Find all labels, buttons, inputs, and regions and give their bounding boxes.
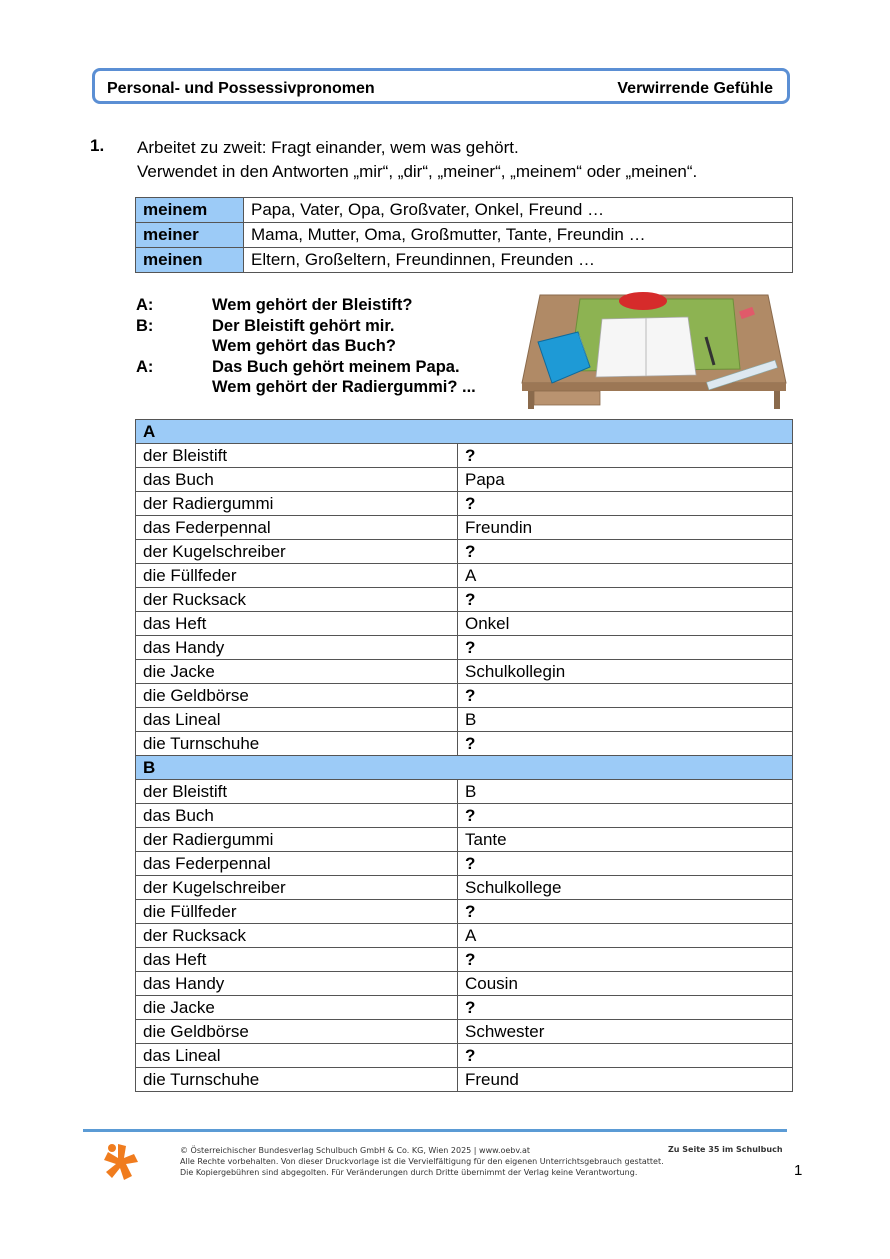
table-row bbox=[136, 852, 793, 876]
owner-cell: ? bbox=[458, 636, 793, 660]
page-number: 1 bbox=[794, 1162, 803, 1179]
task-line-2: Verwendet in den Antworten „mir“, „dir“, „meiner“, „meinem“ oder „meinen“. bbox=[137, 162, 698, 181]
table-row bbox=[136, 996, 793, 1020]
item-cell: der Kugelschreiber bbox=[136, 876, 458, 900]
table-row bbox=[136, 636, 793, 660]
dialog-text: Wem gehört der Radiergummi? ... bbox=[212, 378, 476, 396]
task-number: 1. bbox=[90, 136, 105, 155]
item-cell: der Bleistift bbox=[136, 780, 458, 804]
owner-cell: A bbox=[458, 564, 793, 588]
dialog-text: Wem gehört das Buch? bbox=[212, 337, 396, 355]
dialog-line bbox=[136, 377, 476, 398]
item-cell: das Handy bbox=[136, 636, 458, 660]
item-cell: das Heft bbox=[136, 612, 458, 636]
dialog-text: Wem gehört der Bleistift? bbox=[212, 296, 413, 314]
footer-line-1: © Österreichischer Bundesverlag Schulbuch GmbH & Co. KG, Wien 2025 | www.oebv.at bbox=[180, 1146, 531, 1155]
item-cell: die Füllfeder bbox=[136, 900, 458, 924]
owner-cell: ? bbox=[458, 732, 793, 756]
item-cell: der Rucksack bbox=[136, 588, 458, 612]
footer-book-reference: Zu Seite 35 im Schulbuch bbox=[668, 1145, 783, 1154]
table-row bbox=[136, 972, 793, 996]
task-instructions bbox=[137, 136, 697, 184]
item-cell: das Federpennal bbox=[136, 852, 458, 876]
item-cell: das Handy bbox=[136, 972, 458, 996]
item-cell: der Kugelschreiber bbox=[136, 540, 458, 564]
dialog-speaker: A: bbox=[136, 296, 154, 314]
item-cell: das Buch bbox=[136, 468, 458, 492]
owner-cell: ? bbox=[458, 684, 793, 708]
example-dialog bbox=[136, 295, 476, 398]
section-header-row bbox=[136, 420, 793, 444]
item-cell: das Lineal bbox=[136, 1044, 458, 1068]
ownership-table bbox=[135, 419, 793, 1092]
item-cell: die Füllfeder bbox=[136, 564, 458, 588]
item-cell: die Turnschuhe bbox=[136, 1068, 458, 1092]
table-row bbox=[136, 516, 793, 540]
owner-cell: ? bbox=[458, 1044, 793, 1068]
owner-cell: ? bbox=[458, 492, 793, 516]
table-row bbox=[136, 780, 793, 804]
item-cell: das Heft bbox=[136, 948, 458, 972]
owner-cell: Freundin bbox=[458, 516, 793, 540]
item-cell: das Lineal bbox=[136, 708, 458, 732]
table-row bbox=[136, 540, 793, 564]
owner-cell: ? bbox=[458, 804, 793, 828]
legend-row bbox=[136, 198, 793, 223]
desk-illustration bbox=[518, 287, 790, 411]
dialog-text: Der Bleistift gehört mir. bbox=[212, 316, 395, 335]
item-cell: das Buch bbox=[136, 804, 458, 828]
dialog-speaker bbox=[136, 377, 212, 398]
owner-cell: ? bbox=[458, 588, 793, 612]
footer-divider bbox=[83, 1129, 787, 1132]
table-row bbox=[136, 468, 793, 492]
table-row bbox=[136, 684, 793, 708]
owner-cell: ? bbox=[458, 948, 793, 972]
section-header-row bbox=[136, 756, 793, 780]
item-cell: die Jacke bbox=[136, 660, 458, 684]
owner-cell: Schulkollege bbox=[458, 876, 793, 900]
dialog-text: Das Buch gehört meinem Papa. bbox=[212, 357, 460, 376]
table-row bbox=[136, 1068, 793, 1092]
pronoun-legend-table bbox=[135, 197, 793, 273]
owner-cell: ? bbox=[458, 900, 793, 924]
table-row bbox=[136, 444, 793, 468]
table-row bbox=[136, 1044, 793, 1068]
task-line-1: Arbeitet zu zweit: Fragt einander, wem was gehört. bbox=[137, 138, 519, 157]
legend-persons: Eltern, Großeltern, Freundinnen, Freunden … bbox=[244, 248, 793, 273]
table-row bbox=[136, 732, 793, 756]
dialog-line bbox=[136, 316, 476, 337]
worksheet-header bbox=[92, 68, 790, 104]
legend-persons: Papa, Vater, Opa, Großvater, Onkel, Freund … bbox=[244, 198, 793, 223]
legend-row bbox=[136, 223, 793, 248]
footer-line-3: Die Kopiergebühren sind abgegolten. Für Veränderungen durch Dritte übernimmt der Verlag keine Verantwortung. bbox=[180, 1168, 638, 1177]
table-row bbox=[136, 828, 793, 852]
section-label: A bbox=[136, 420, 793, 444]
oebv-logo-icon bbox=[104, 1142, 142, 1180]
dialog-line bbox=[136, 336, 476, 357]
legend-persons: Mama, Mutter, Oma, Großmutter, Tante, Freundin … bbox=[244, 223, 793, 248]
header-topic: Personal- und Possessivpronomen bbox=[107, 80, 375, 97]
table-row bbox=[136, 1020, 793, 1044]
owner-cell: Cousin bbox=[458, 972, 793, 996]
footer-line-2: Alle Rechte vorbehalten. Von dieser Druckvorlage ist die Vervielfältigung für den eigenen Unterrichtsgebrauch gestattet. bbox=[180, 1157, 664, 1166]
table-row bbox=[136, 924, 793, 948]
table-row bbox=[136, 804, 793, 828]
item-cell: der Radiergummi bbox=[136, 492, 458, 516]
table-row bbox=[136, 708, 793, 732]
dialog-speaker: A: bbox=[136, 357, 154, 376]
owner-cell: ? bbox=[458, 444, 793, 468]
owner-cell: Freund bbox=[458, 1068, 793, 1092]
item-cell: die Turnschuhe bbox=[136, 732, 458, 756]
footer-copyright bbox=[180, 1145, 664, 1178]
owner-cell: B bbox=[458, 780, 793, 804]
table-row bbox=[136, 564, 793, 588]
owner-cell: ? bbox=[458, 852, 793, 876]
table-row bbox=[136, 588, 793, 612]
table-row bbox=[136, 612, 793, 636]
owner-cell: Schulkollegin bbox=[458, 660, 793, 684]
table-row bbox=[136, 948, 793, 972]
header-title: Verwirrende Gefühle bbox=[617, 80, 773, 97]
item-cell: die Geldbörse bbox=[136, 684, 458, 708]
item-cell: der Radiergummi bbox=[136, 828, 458, 852]
dialog-line bbox=[136, 357, 476, 378]
owner-cell: A bbox=[458, 924, 793, 948]
owner-cell: Papa bbox=[458, 468, 793, 492]
table-row bbox=[136, 876, 793, 900]
legend-pronoun: meiner bbox=[136, 223, 244, 248]
owner-cell: B bbox=[458, 708, 793, 732]
legend-pronoun: meinen bbox=[136, 248, 244, 273]
item-cell: der Rucksack bbox=[136, 924, 458, 948]
item-cell: die Jacke bbox=[136, 996, 458, 1020]
table-row bbox=[136, 492, 793, 516]
table-row bbox=[136, 900, 793, 924]
owner-cell: ? bbox=[458, 540, 793, 564]
item-cell: die Geldbörse bbox=[136, 1020, 458, 1044]
owner-cell: Tante bbox=[458, 828, 793, 852]
item-cell: der Bleistift bbox=[136, 444, 458, 468]
owner-cell: Schwester bbox=[458, 1020, 793, 1044]
legend-pronoun: meinem bbox=[136, 198, 244, 223]
owner-cell: Onkel bbox=[458, 612, 793, 636]
dialog-speaker: B: bbox=[136, 316, 154, 335]
dialog-speaker bbox=[136, 336, 212, 357]
legend-row bbox=[136, 248, 793, 273]
owner-cell: ? bbox=[458, 996, 793, 1020]
table-row bbox=[136, 660, 793, 684]
section-label: B bbox=[136, 756, 793, 780]
item-cell: das Federpennal bbox=[136, 516, 458, 540]
dialog-line bbox=[136, 295, 476, 316]
